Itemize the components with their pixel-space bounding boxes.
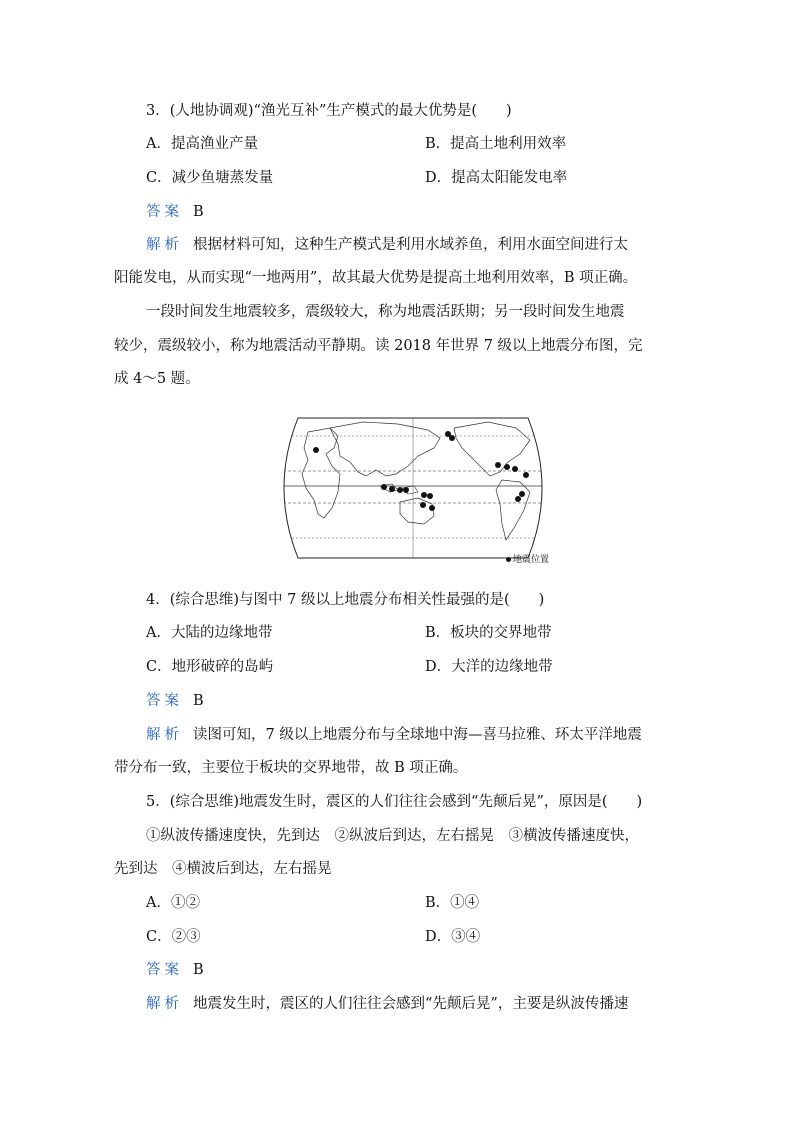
q5-option-a[interactable]: A．①② <box>146 895 200 911</box>
q5-option-d[interactable]: D．③④ <box>425 929 481 945</box>
quake-marker <box>381 484 387 490</box>
intro-line-2: 较少，震级较小，称为地震活动平静期。读 2018 年世界 7 级以上地震分布图，完 <box>114 338 643 354</box>
quake-marker <box>523 472 529 478</box>
legend-dot-icon <box>506 557 511 562</box>
q5-statements-line-1: ①纵波传播速度快，先到达 ②纵波后到达，左右摇晃 ③横波传播速度快， <box>146 828 639 844</box>
q5-option-c[interactable]: C．②③ <box>146 929 201 945</box>
map-figure <box>268 414 558 572</box>
explanation-text: 根据材料可知，这种生产模式是利用水域养鱼，利用水面空间进行太 <box>193 237 628 253</box>
answer-label: 答案 <box>146 204 183 220</box>
quake-marker <box>427 493 433 499</box>
q3-stem: 3．(人地协调观)“渔光互补”生产模式的最大优势是( ) <box>146 103 512 119</box>
q3-option-b[interactable]: B．提高土地利用效率 <box>425 136 567 152</box>
quake-marker <box>504 464 510 470</box>
q5-statements-line-2: 先到达 ④横波后到达，左右摇晃 <box>114 861 332 877</box>
quake-marker <box>495 462 501 468</box>
explanation-label: 解析 <box>146 996 183 1012</box>
map-legend <box>506 555 549 565</box>
q4-option-b[interactable]: B．板块的交界地带 <box>425 625 552 641</box>
explanation-label: 解析 <box>146 237 183 253</box>
q3-option-a[interactable]: A．提高渔业产量 <box>146 136 258 152</box>
answer-value: B <box>193 204 204 220</box>
quake-marker <box>403 487 409 493</box>
quake-marker <box>512 466 518 472</box>
quake-marker <box>515 496 521 502</box>
q4-explanation-line-1 <box>146 725 642 745</box>
q4-option-a[interactable]: A．大陆的边缘地带 <box>146 625 273 641</box>
q4-option-d[interactable]: D．大洋的边缘地带 <box>425 659 553 675</box>
quake-marker <box>449 435 455 441</box>
q5-option-b[interactable]: B．①④ <box>425 895 480 911</box>
q3-explanation-line-2: 阳能发电，从而实现“一地两用”，故其最大优势是提高土地利用效率，B 项正确。 <box>114 270 638 286</box>
answer-value: B <box>193 962 204 978</box>
quake-marker <box>389 486 395 492</box>
explanation-label: 解析 <box>146 727 183 743</box>
quake-marker <box>313 447 319 453</box>
intro-line-1: 一段时间发生地震较多，震级较大，称为地震活跃期；另一段时间发生地震 <box>146 304 625 320</box>
map-legend-label: 地震位置 <box>513 555 550 565</box>
q3-option-c[interactable]: C．减少鱼塘蒸发量 <box>146 170 274 186</box>
quake-marker <box>421 492 427 498</box>
answer-label: 答案 <box>146 962 183 978</box>
q3-explanation-line-1 <box>146 235 628 255</box>
world-earthquake-map <box>268 414 558 572</box>
q4-option-c[interactable]: C．地形破碎的岛屿 <box>146 659 274 675</box>
intro-line-3: 成 4～5 题。 <box>114 371 200 387</box>
q4-stem: 4．(综合思维)与图中 7 级以上地震分布相关性最强的是( ) <box>146 592 545 608</box>
quake-marker <box>397 487 403 493</box>
q4-answer <box>146 691 204 711</box>
q4-explanation-line-2: 带分布一致，主要位于板块的交界地带，故 B 项正确。 <box>114 760 468 776</box>
q5-answer <box>146 960 204 980</box>
quake-marker <box>519 491 525 497</box>
explanation-text: 读图可知，7 级以上地震分布与全球地中海—喜马拉雅、环太平洋地震 <box>193 727 642 743</box>
quake-marker <box>429 505 435 511</box>
q5-explanation-line-1 <box>146 994 628 1014</box>
q5-stem: 5．(综合思维)地震发生时，震区的人们往往会感到“先颠后晃”，原因是( ) <box>146 794 643 810</box>
explanation-text: 地震发生时，震区的人们往往会感到“先颠后晃”，主要是纵波传播速 <box>193 996 629 1012</box>
quake-marker <box>420 502 426 508</box>
q3-answer <box>146 202 204 222</box>
answer-value: B <box>193 693 204 709</box>
q3-option-d[interactable]: D．提高太阳能发电率 <box>425 170 568 186</box>
answer-label: 答案 <box>146 693 183 709</box>
